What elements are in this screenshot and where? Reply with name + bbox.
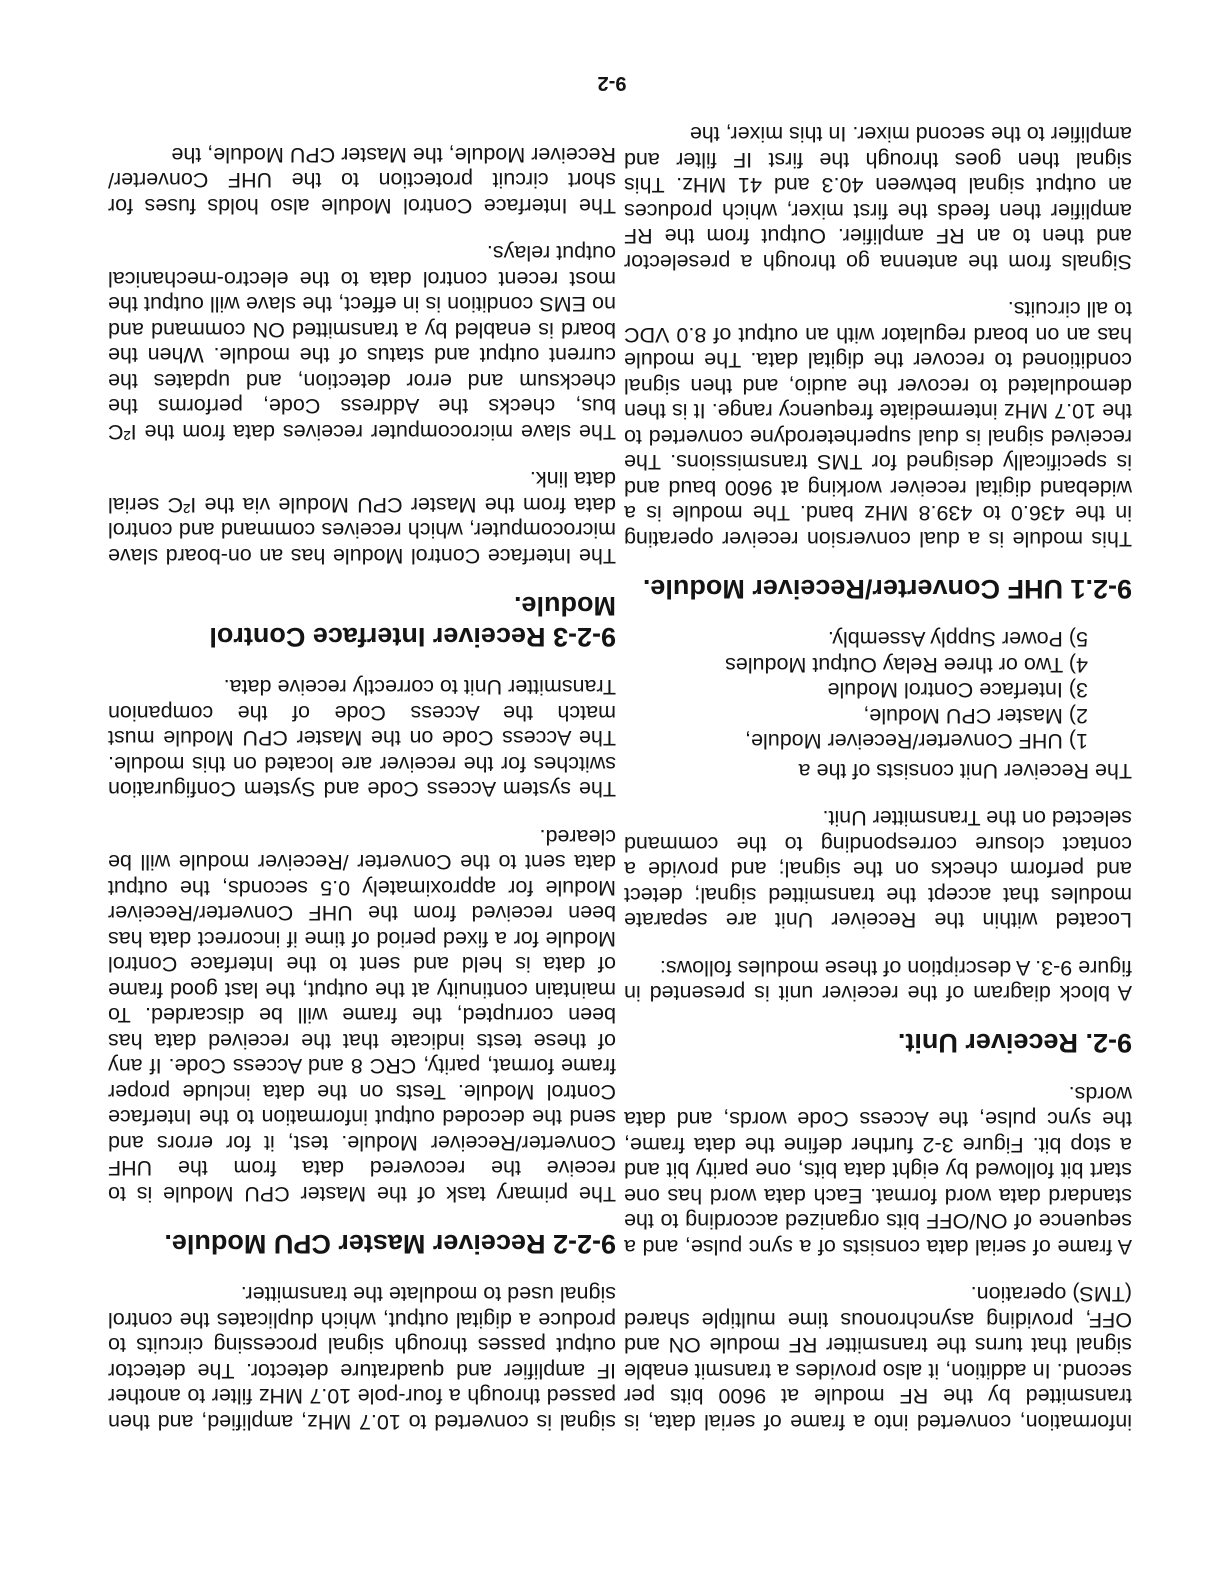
list-item: 4) Two or three Relay Output Modules (725, 653, 1088, 677)
frame-description-paragraph: A frame of serial data consists of a sync pulse, and a sequence of ON/OFF bits organized according to the standard data word format. Each data word has one start bit followed by eight data bits, one parity bit and a stop bit. Figure 3-2 further define the data frame, the sync pulse, the Access Code words, and data words. (624, 1082, 1132, 1259)
master-cpu-paragraph-2: The system Access Code and System Configuration switches for the receiver are located on this module. The Access Code on the Master CPU Module must match the Access Code of the companion Transmitter Unit to correctly receive data. (108, 675, 616, 802)
left-column (624, 99, 1132, 1434)
list-item: 5) Power Supply Assembly. (827, 627, 1088, 652)
right-column (108, 120, 616, 1435)
page-number: 9-2 (597, 72, 627, 94)
master-cpu-heading: 9-2-2 Receiver Master CPU Module. (164, 1229, 616, 1259)
list-item: 2) Master CPU Module, (863, 704, 1088, 728)
interface-paragraph-2: The slave microcomputer receives data from the I²C bus, checks the Address Code, performs the checksum and error detection, and updates the current output and status of the module. When the board is enabled by a transmitted ON command and no EMS condition is in effect, the slave will output the most recent control data to the electro-mechanical output relays. (108, 241, 616, 444)
module-list (624, 626, 1132, 754)
block-diagram-paragraph: A block diagram of the receiver unit is presented in figure 9-3. A description of these modules follows: (624, 956, 1132, 1006)
uhf-paragraph-1: This module is a dual conversion receiver operating in the 436.0 to 439.8 MHz band. The module is a wideband digital receiver working at 9600 baud and is specifically designed for TMS transmissions. The received signal is dual superheterodyne converted to the 10.7 MHz intermediate frequency range. It is then demodulated to recover the audio, and then signal conditioned to recover the digital data. The module has an on board regulator with an output of 8.0 VDC to all circuits. (624, 297, 1132, 551)
intro-paragraph: information, converted into a frame of serial data, is transmitted by the RF module at 9600 bits per second. In addition, it also provides a transmit enable signal that turns the transmitter RF module ON and OFF, providing asynchronous time multiple shared (TMS) operation. (624, 1282, 1132, 1434)
receiver-unit-heading: 9-2. Receiver Unit. (897, 1028, 1132, 1059)
interface-control-heading: 9-2-3 Receiver Interface Control Module. (209, 591, 616, 652)
list-item: 1) UHF Converter/Receiver Module, (745, 729, 1088, 754)
continued-paragraph: signal is converted to 10.7 MHz, amplified, and then passed through a four-pole 10.7 MHz filter to another IF amplifier and quadrature detector. The detector output passes through signal processing circuits to produce a digital output, which duplicates the control signal used to modulate the transmitter. (108, 1282, 616, 1434)
uhf-paragraph-2: Signals from the antenna go through a preselector and then to an RF amplifier. Output from the RF amplifier then feeds the first mixer, which produces an output signal between 40.3 and 41 MHz. This signal then goes through the first IF filter and amplifier to the second mixer. In this mixer, the (624, 122, 1132, 274)
uhf-module-heading: 9-2.1 UHF Converter/Receiver Module. (642, 574, 1132, 604)
located-modules-paragraph: Located within the Receiver Unit are separate modules that accept the transmitted signal; detect and perform checks on the signal; and provide a contact closure corresponding to the command selected on the Transmitter Unit. (624, 806, 1132, 933)
receiver-consists-paragraph: The Receiver Unit consists of the a (798, 759, 1132, 783)
list-item: 3) Interface Control Module (827, 678, 1088, 703)
interface-paragraph-1: The Interface Control Module has an on-board slave microcomputer, which receives command and control data from the Master CPU Module via the I²C serial data link. (108, 467, 616, 568)
master-cpu-paragraph-1: The primary task of the Master CPU Module is to receive the recovered data from the UHF Converter/Receiver Module. test, it for errors and send the decoded output information to the Interface Control Module. Tests on the data include proper frame format, parity, CRC 8 and Access Code. If any of these tests indicate that the received data has been corrupted, the frame will be discarded. To maintain continuity at the output, the last good frame of data is held and sent to the Interface Control Module for a fixed period of time if incorrect data has been received from the UHF Converter/Receiver Module for approximately 0.5 seconds, the output data sent to the Converter /Receiver module will be cleared. (108, 825, 616, 1206)
interface-paragraph-3: The Interface Control Module also holds fuses for short circuit protection to the UHF Converter/ Receiver Module, the Master CPU Module, the (108, 143, 616, 218)
